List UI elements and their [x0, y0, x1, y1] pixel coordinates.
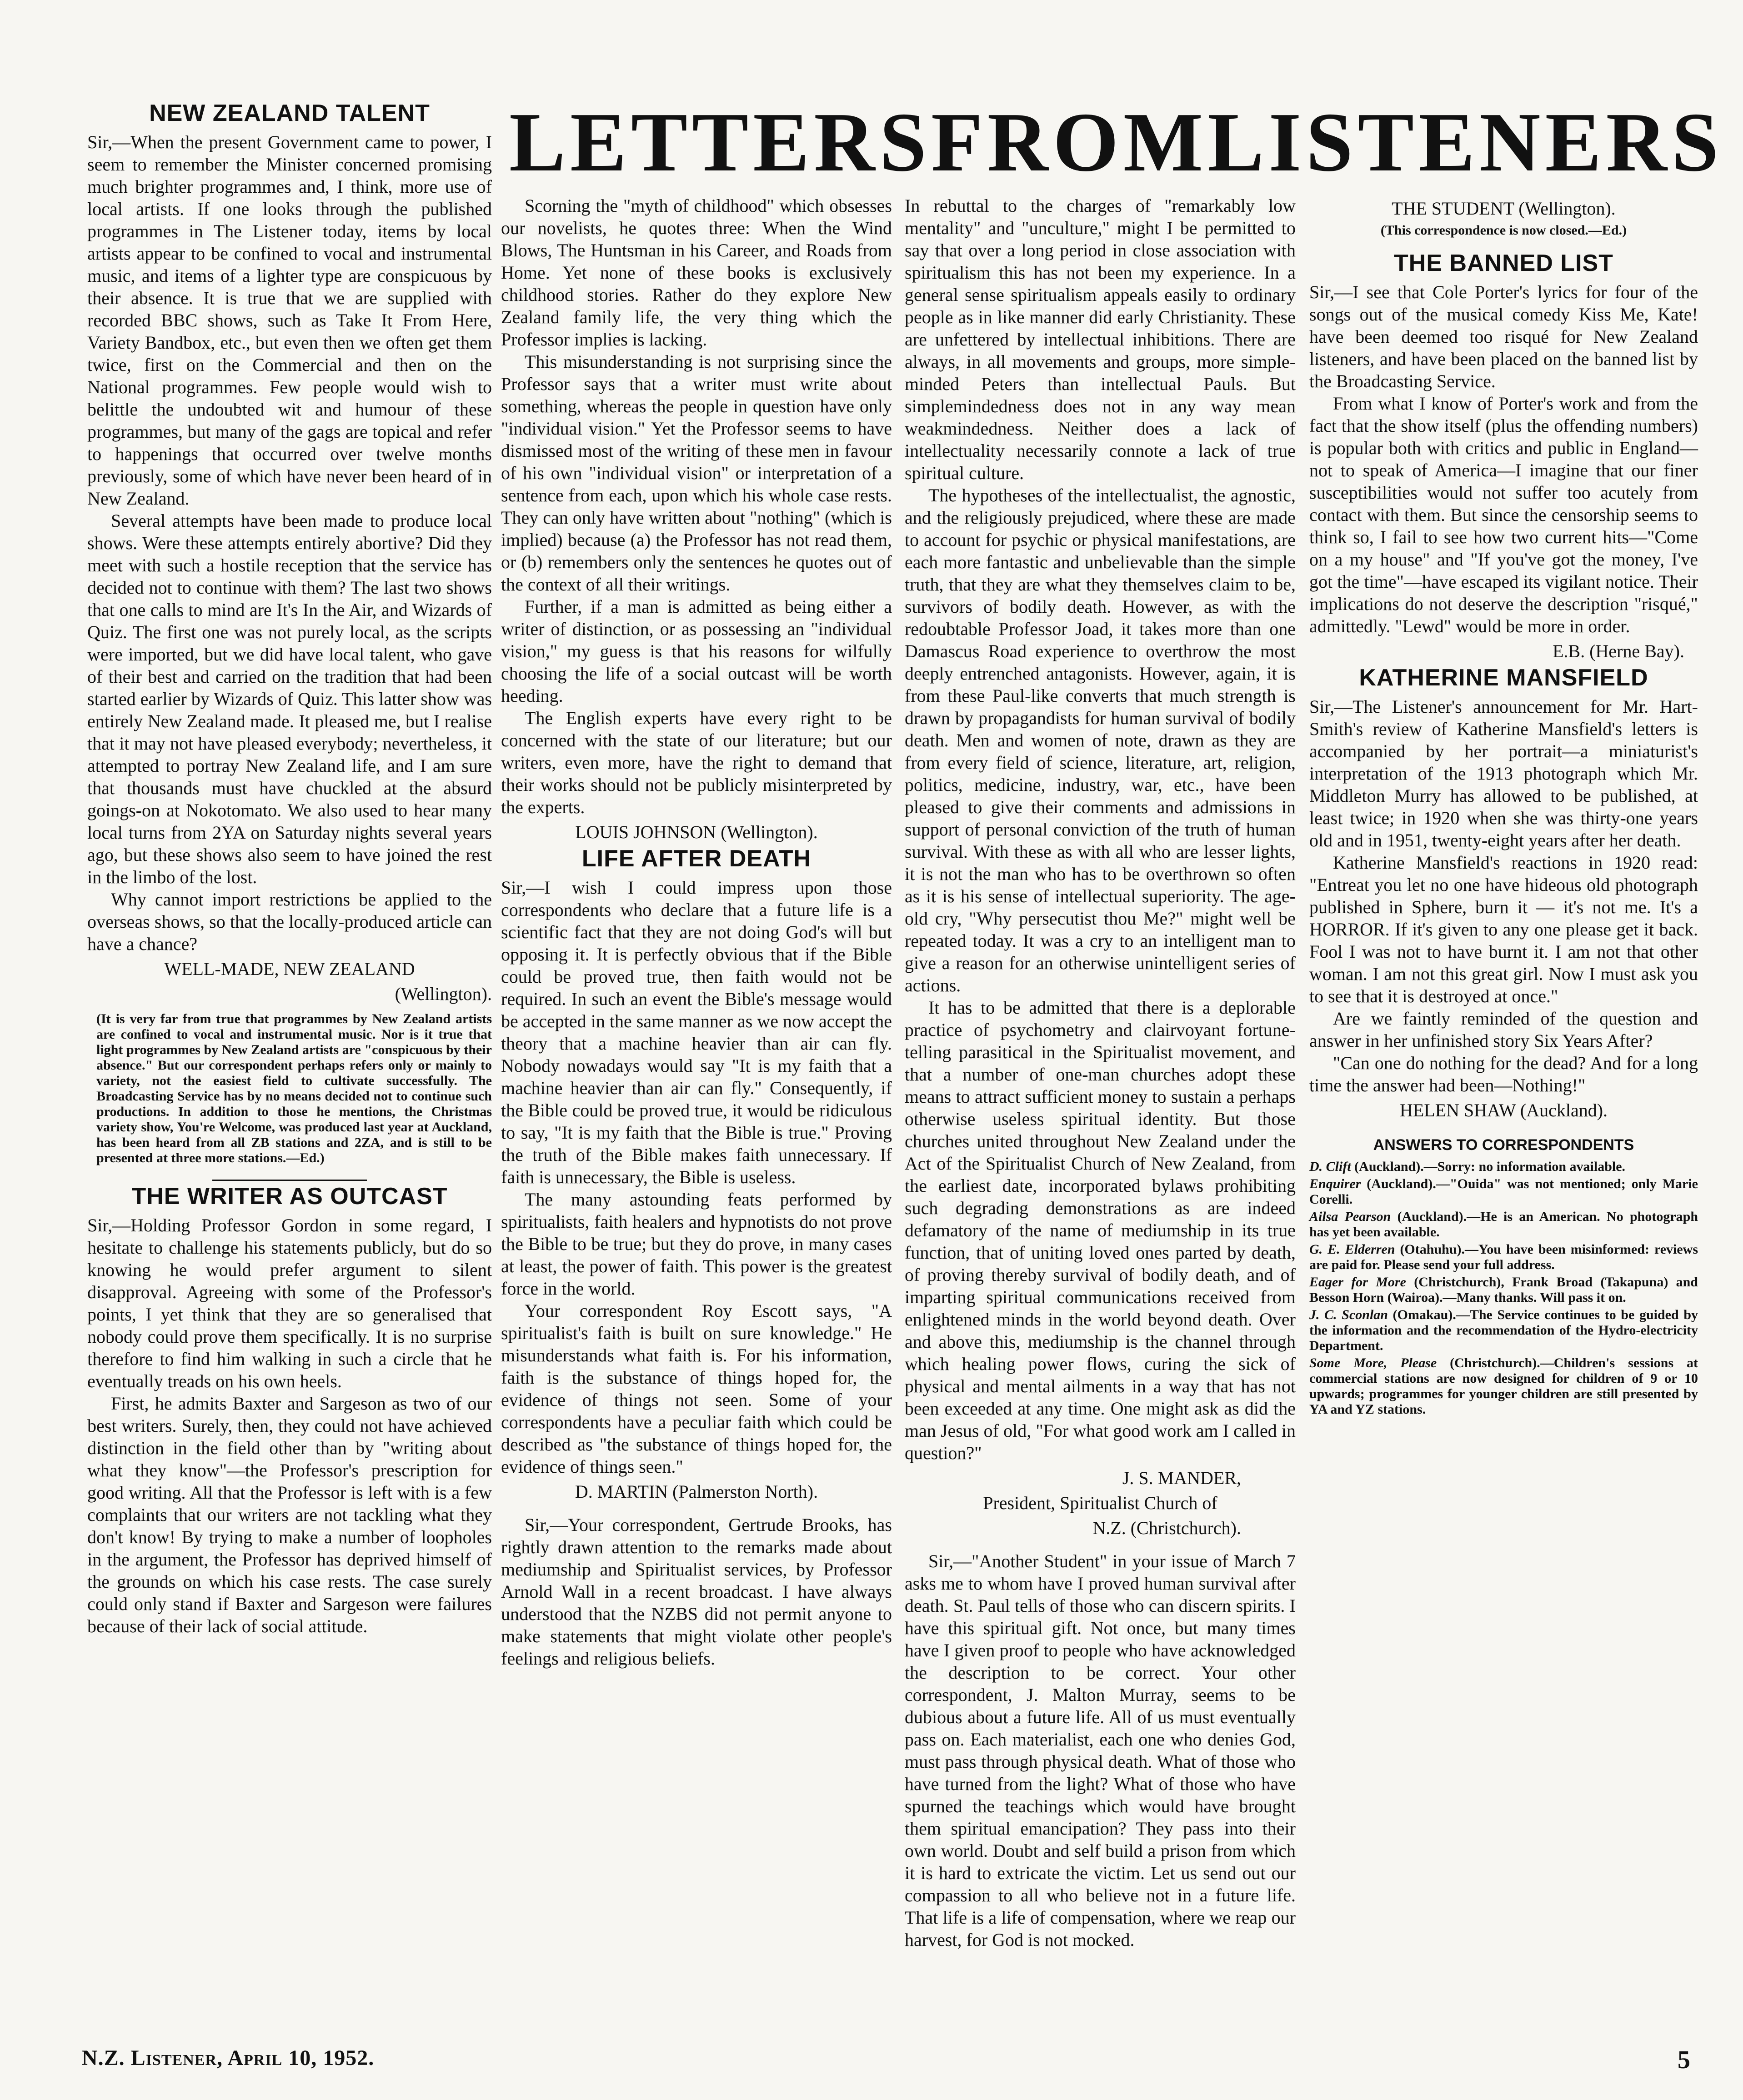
paragraph: The hypotheses of the intellectualist, the agnostic, and the religiously prejudiced, where these are made to account for psychic or physical manifestations, are each more fantastic and unbelievable than the simple truth, that they are what they themselves claim to be, survivors of bodily death. However, as with the redoubtable Professor Joad, it takes more than one Damascus Road experience to overthrow the most deeply entrenched antagonists. However, again, it is from these Paul-like converts that much strength is drawn by propagandists for human survival of bodily death. Men and women of note, drawn as they are from every field of science, literature, art, religion, politics, medicine, industry, war, etc., have been pleased to give their comments and admissions in support of personal conviction of the truth of human survival. With these as with all who are lesser lights, it is not the man who has to be overthrown so often as it is his sense of intellectual superiority. The age-old cry, "Why persecutist thou Me?" might well be repeated today. It was a cry to an intelligent man to give a reason for an otherwise unintelligent series of actions.: [905, 485, 1296, 995]
answer-text: (Christchurch).—Children's sessions at commercial stations are now designed for children of 9 or 10 upwards; programmes for younger children are still presented by YA and YZ stations.: [1309, 1355, 1698, 1417]
answer-name: G. E. Elderren: [1309, 1242, 1395, 1257]
signature-place: N.Z. (Christchurch).: [1092, 1518, 1241, 1538]
answer-item: [1309, 1307, 1698, 1354]
answer-text: (Omakau).—The Service continues to be guided by the information and the recommendation of the Hydro-electricity Department.: [1309, 1307, 1698, 1353]
masthead-word-from: FROM: [931, 95, 1208, 189]
page-number: 5: [1678, 2046, 1690, 2074]
answer-text: (Otahuhu).—You have been misinformed: reviews are paid for. Please send your full address.: [1309, 1242, 1698, 1272]
answer-item: [1309, 1209, 1698, 1240]
paragraph: Your correspondent Roy Escott says, "A spiritualist's faith is built on sure knowledge." He misunderstands what faith is. For his information, faith is the substance of things hoped for, the evidence of things not seen. Some of your correspondents have a peculiar faith which could be described as "the substance of things hoped for, the evidence of things seen.": [501, 1300, 892, 1477]
answer-item: [1309, 1355, 1698, 1417]
answer-name: Ailsa Pearson: [1309, 1209, 1391, 1224]
column-2: [501, 195, 892, 1670]
heading-banned-list: THE BANNED LIST: [1394, 250, 1613, 276]
signature: WELL-MADE, NEW ZEALAND: [164, 959, 415, 979]
paragraph: Sir,—Holding Professor Gordon in some regard, I hesitate to challenge his statements publicly, but do so knowing he would prefer argument to silent disapproval. Agreeing with some of the Professor's points, I yet think that they are so generalised that nobody could prove them specifically. It is no surprise therefore to find him walking in such a circle that he eventually treads on his own heels.: [87, 1215, 492, 1391]
paragraph: Why cannot import restrictions be applied to the overseas shows, so that the locally-produced article can have a chance?: [87, 889, 492, 954]
answer-name: Enquirer: [1309, 1176, 1361, 1191]
paragraph: From what I know of Porter's work and from the fact that the show itself (plus the offending numbers) is popular both with critics and public in England—not to speak of America—I imagine that our finer susceptibilities would not suffer too acutely from contact with them. But since the censorship seems to think so, I fail to see how two current hits—"Come on a my house" and "If you've got the money, I've got the time"—have escaped its vigilant notice. Their implications do not deserve the description "risqué," admittedly. "Lewd" would be more in order.: [1309, 393, 1698, 636]
divider: [212, 1180, 367, 1181]
signature: HELEN SHAW (Auckland).: [1399, 1100, 1608, 1120]
answer-name: D. Clift: [1309, 1159, 1351, 1174]
paragraph: Sir,—I see that Cole Porter's lyrics for four of the songs out of the musical comedy Kiss Me, Kate! have been deemed too risqué for New Zealand listeners, and have been placed on the banned list by the Broadcasting Service.: [1309, 282, 1698, 391]
heading-writer-outcast: THE WRITER AS OUTCAST: [131, 1183, 448, 1210]
signature: LOUIS JOHNSON (Wellington).: [575, 822, 818, 842]
answer-name: J. C. Sconlan: [1309, 1307, 1388, 1322]
answer-item: [1309, 1176, 1698, 1207]
answer-text: (Christchurch), Frank Broad (Takapuna) and Besson Horn (Wairoa).—Many thanks. Will pass it on.: [1309, 1275, 1698, 1305]
paragraph: Katherine Mansfield's reactions in 1920 read: "Entreat you let no one have hideous old photograph published in Sphere, burn it — it's not me. It's a HORROR. If it's given to any one please get it back. Fool I was not to have burnt it. I am not that other woman. I am not this great girl. Now I must ask you to see that it is destroyed at once.": [1309, 852, 1698, 1006]
column-3: [905, 195, 1296, 1951]
paragraph: In rebuttal to the charges of "remarkably low mentality" and "unculture," might I be permitted to say that over a long period in close association with spiritualism this has not been my experience. In a general sense spiritualism appeals easily to ordinary people as in like manner did early Christianity. These are unfettered by intellectual inhibitions. There are always, in all movements and groups, more simple-minded Peters than intellectual Pauls. But simplemindedness does not in any way mean weakmindedness. Neither does a lack of intellectuality necessarily connote a lack of true spiritual culture.: [905, 195, 1296, 483]
signature-place: (Wellington).: [395, 984, 492, 1004]
signature: THE STUDENT (Wellington).: [1392, 198, 1616, 219]
paragraph: Sir,—When the present Government came to power, I seem to remember the Minister concerned promising much brighter programmes and, I think, more use of local artists. If one looks through the published programmes in The Listener today, items by local artists appear to be confined to vocal and instrumental music, and items of a lighter type are conspicuous by their absence. It is true that we are supplied with recorded BBC shows, such as Take It From Here, Variety Bandbox, etc., but even then we often get them twice, first on the Commercial and then on the National programmes. Few people would wish to belittle the undoubted wit and humour of these programmes, but many of the gags are topical and refer to happenings that occurred over twelve months previously, some of which have never been heard of in New Zealand.: [87, 132, 492, 509]
paragraph: Sir,—Your correspondent, Gertrude Brooks, has rightly drawn attention to the remarks made about mediumship and Spiritualist services, by Professor Arnold Wall in a recent broadcast. I have always understood that the NZBS did not permit anyone to make statements that might violate other people's feelings and religious beliefs.: [501, 1515, 892, 1669]
heading-life-after-death: LIFE AFTER DEATH: [581, 845, 811, 872]
paragraph: The English experts have every right to be concerned with the state of our literature; but our writers, even more, have the right to demand that their works should not be publicly misinterpreted by the experts.: [501, 708, 892, 817]
signature: D. MARTIN (Palmerston North).: [575, 1481, 818, 1502]
signature: E.B. (Herne Bay).: [1553, 641, 1684, 661]
paragraph: The many astounding feats performed by spiritualists, faith healers and hypnotists do not prove the Bible to be true; but they do prove, in many cases at least, the power of faith. This power is the greatest force in the world.: [501, 1189, 892, 1299]
paragraph: First, he admits Baxter and Sargeson as two of our best writers. Surely, then, they could not have achieved distinction in the field other than by "writing about what they know"—the Professor's prescription for good writing. All that the Professor is left with is a few complaints that our writers are not tackling what they don't know! By trying to make a number of loopholes in the argument, the Professor has deprived himself of the grounds on which his case rests. The case surely could only stand if Baxter and Sargeson were failures because of their lack of social attitude.: [87, 1393, 492, 1636]
answer-text: (Auckland).—He is an American. No photograph has yet been available.: [1309, 1209, 1698, 1240]
article-nz-talent: [87, 102, 492, 1166]
masthead: [509, 95, 1723, 189]
paragraph: It has to be admitted that there is a deplorable practice of psychometry and clairvoyant fortune-telling parasitical in the Spiritualist movement, and that a number of one-man churches adopt these means to attract sufficient money to sustain a perhaps otherwise useless spiritual identity. But those churches united throughout New Zealand under the Act of the Spiritualist Church of New Zealand, from the earliest date, incorporated bylaws prohibiting such degrading demonstrations as are indeed defamatory of the name of mediumship in its true function, that of uniting loved ones parted by death, of proving thereby survival of bodily death, and of imparting spiritual communications received from enlightened minds in the world beyond death. Over and above this, mediumship is the channel through which healing power flows, curing the sick of physical and mental ailments in a way that has not been exceeded at any time. One might ask as did the man Jesus of old, "For what good work am I called in question?": [905, 997, 1296, 1463]
masthead-word-letters: LETTERS: [509, 95, 932, 189]
paragraph: Sir,—I wish I could impress upon those correspondents who declare that a future life is a scientific fact that they are not doing God's will but opposing it. It is perfectly obvious that if the Bible could be proved true, then faith would not be required. In such an event the Bible's message would be accepted in the same manner as we now accept the theory that a machine heavier than air can fly. Nobody nowadays would say "It is my faith that a machine heavier than air can fly." Consequently, if the Bible could be proved true, it would be ridiculous to say, "It is my faith that the Bible is true." Proving the truth of the Bible makes faith unnecessary. If faith is unnecessary, the Bible is useless.: [501, 877, 892, 1187]
paragraph: Scorning the "myth of childhood" which obsesses our novelists, he quotes three: When the Wind Blows, The Huntsman in his Career, and Roads from Home. Yet none of these books is exclusively childhood stories. Rather do they explore New Zealand family life, the very thing which the Professor implies is lacking.: [501, 195, 892, 350]
paragraph: "Can one do nothing for the dead? And for a long time the answer had been—Nothing!": [1309, 1053, 1698, 1095]
paragraph: Sir,—The Listener's announcement for Mr. Hart-Smith's review of Katherine Mansfield's letters is accompanied by her portrait—a miniaturist's interpretation of the 1913 photograph which Mr. Middleton Murry has allowed to be published, at least twice; in 1920 when she was thirty-one years old and in 1951, twenty-eight years after her death.: [1309, 696, 1698, 850]
answer-name: Some More, Please: [1309, 1355, 1437, 1370]
answer-text: (Auckland).—"Ouida" was not mentioned; only Marie Corelli.: [1309, 1176, 1698, 1207]
answer-item: [1309, 1275, 1698, 1305]
column-4: [1309, 195, 1698, 1419]
article-writer-outcast: [87, 1185, 492, 1637]
heading-katherine-mansfield: KATHERINE MANSFIELD: [1359, 665, 1648, 691]
column-1: [87, 98, 492, 1637]
editor-note: (This correspondence is now closed.—Ed.): [1380, 223, 1627, 238]
answers-heading: ANSWERS TO CORRESPONDENTS: [1373, 1136, 1634, 1154]
answer-item: [1309, 1159, 1698, 1175]
answers-to-correspondents: [1309, 1134, 1698, 1417]
answer-item: [1309, 1242, 1698, 1273]
paragraph: Further, if a man is admitted as being either a writer of distinction, or as possessing an "individual vision," my guess is that his reasons for wilfully choosing the life of a social outcast will be worth heeding.: [501, 596, 892, 706]
masthead-word-listeners: LISTENERS: [1207, 95, 1723, 189]
answer-name: Eager for More: [1309, 1275, 1406, 1290]
heading-nz-talent: NEW ZEALAND TALENT: [149, 100, 430, 126]
paragraph: Sir,—"Another Student" in your issue of March 7 asks me to whom have I proved human survival after death. St. Paul tells of those who can discern spirits. I have this spiritual gift. Not once, but many times have I given proof to people who have acknowledged the description to be correct. Your other correspondent, J. Malton Murray, seems to be dubious about a future life. All of us must eventually pass on. Each materialist, each one who denies God, must pass through physical death. What of those who have turned from the light? What of those who have spurned the teachings which would have brought them spiritual emancipation? They pass into their own world. Doubt and self build a prison from which it is hard to extricate the victim. Let us send out our compassion to all who believe not in a future life. That life is a life of compensation, where we reap our harvest, for God is not mocked.: [905, 1551, 1296, 1950]
signature: J. S. MANDER,: [1122, 1468, 1241, 1488]
paragraph: Are we faintly reminded of the question and answer in her unfinished story Six Years After?: [1309, 1008, 1698, 1051]
editor-note: (It is very far from true that programmes by New Zealand artists are confined to vocal and instrumental music. Nor is it true that light programmes by New Zealand artists are "conspicuous by their absence." But our correspondent perhaps refers only or mainly to variety, not the easiest field to cultivate successfully. The Broadcasting Service has by no means decided not to continue such productions. In addition to those he mentions, the Christmas variety show, You're Welcome, was produced last year at Auckland, has been heard from all ZB stations and 2ZA, and is still to be presented at three more stations.—Ed.): [96, 1011, 492, 1165]
signature-title: President, Spiritualist Church of: [983, 1493, 1217, 1513]
footer-publication-date: N.Z. Listener, April 10, 1952.: [82, 2046, 375, 2070]
paragraph: This misunderstanding is not surprising since the Professor says that a writer must write about something, whereas the people in question have only "individual vision." Yet the Professor seems to have dismissed most of the writing of these men in favour of his own "individual vision" or interpretation of a sentence from each, upon which his whole case rests. They can only have written about "nothing" (which is implied) because (a) the Professor has not read them, or (b) remembers only the sentences he quotes out of the context of all their writings.: [501, 351, 892, 595]
paragraph: Several attempts have been made to produce local shows. Were these attempts entirely abortive? Did they meet with such a hostile reception that the service has decided not to continue with them? The last two shows that one calls to mind are It's In the Air, and Wizards of Quiz. The first one was not purely local, as the scripts were imported, but we did have local talent, who gave of their best and carried on the tradition that had been started earlier by Wizards of Quiz. This latter show was entirely New Zealand made. It pleased me, but I realise that it may not have pleased everybody; nevertheless, it attempted to portray New Zealand life, and I am sure that thousands must have chuckled at the absurd goings-on at Nokotomato. We also used to hear many local turns from 2YA on Saturday nights several years ago, but these shows also seem to have joined the rest in the limbo of the lost.: [87, 510, 492, 887]
answer-text: (Auckland).—Sorry: no information available.: [1354, 1159, 1626, 1174]
